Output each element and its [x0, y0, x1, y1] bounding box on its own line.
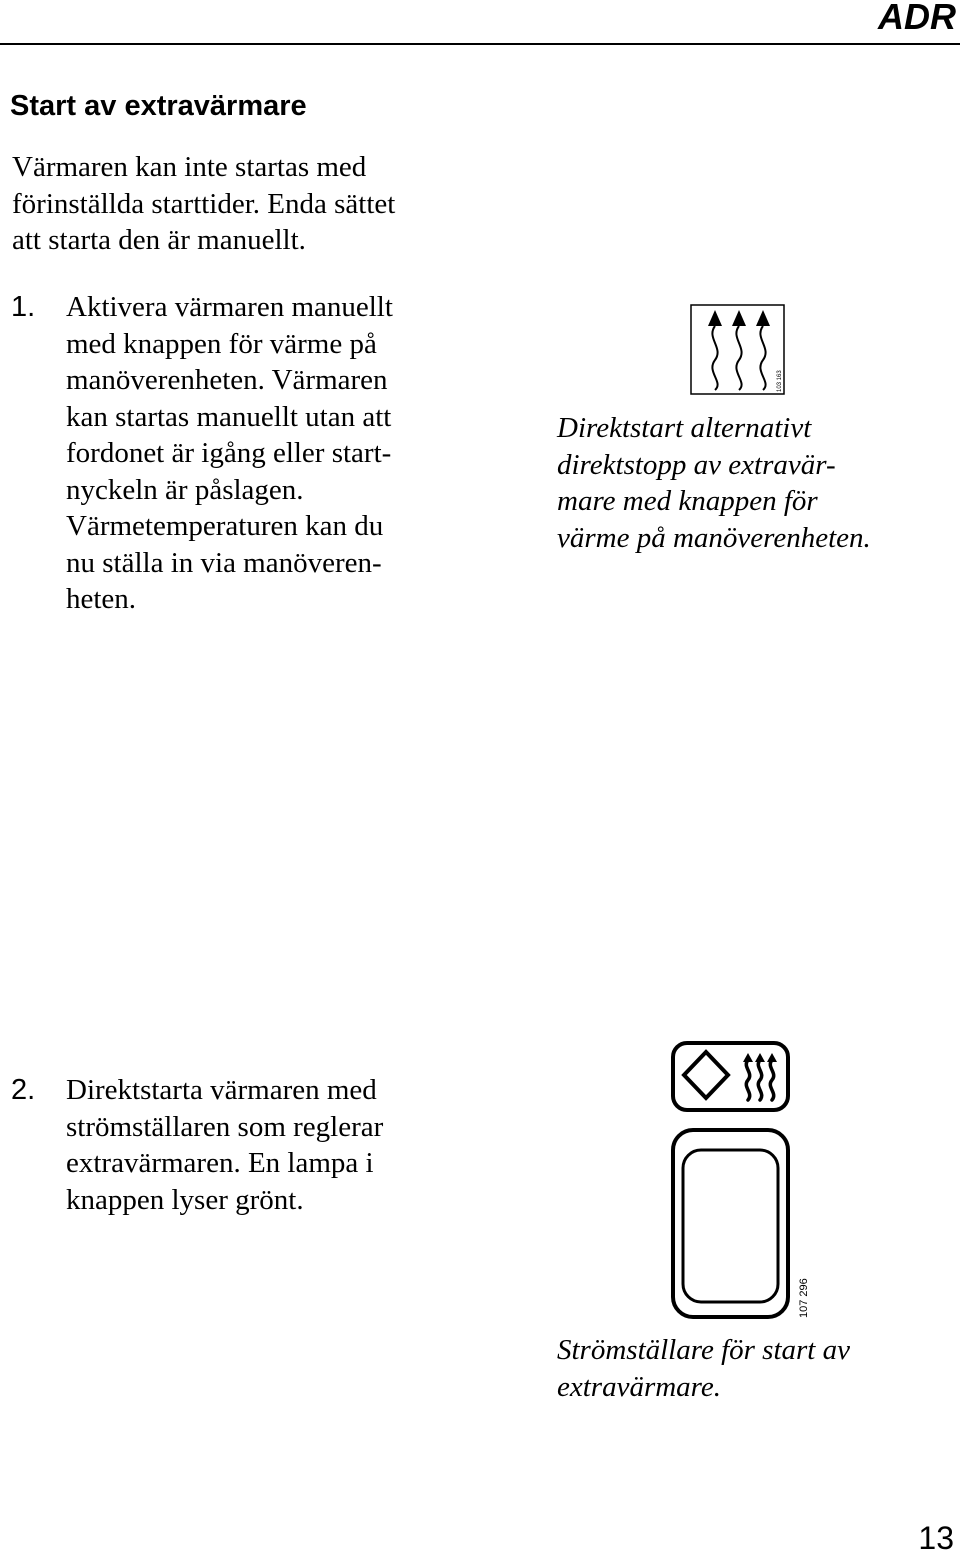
figure-2-caption: [557, 1332, 850, 1405]
intro-paragraph: [12, 149, 482, 259]
figure-2-code: 107 296: [798, 1278, 810, 1318]
caption-line: Strömställare för start av: [557, 1334, 850, 1366]
step-number-2: 2.: [11, 1074, 36, 1106]
step-line: Direktstarta värmaren med: [66, 1074, 377, 1106]
step-line: nu ställa in via manöveren-: [66, 546, 382, 579]
step-line: knappen lyser grönt.: [66, 1183, 304, 1216]
section-title: Start av extravärmare: [10, 90, 307, 122]
intro-line: Värmaren kan inte startas med: [12, 151, 367, 183]
heater-switch-figure: [670, 1040, 820, 1325]
step-line: extravärmaren. En lampa i: [66, 1147, 374, 1179]
step-line: manöverenheten. Värmaren: [66, 364, 388, 396]
step-line: nyckeln är påslagen.: [66, 473, 304, 506]
intro-line: förinställda starttider. Enda sättet: [12, 187, 396, 220]
caption-line: direktstopp av extravär-: [557, 448, 836, 481]
figure-1-code: 103 163: [777, 370, 783, 392]
step-2-text: [66, 1072, 466, 1218]
step-line: fordonet är igång eller start-: [66, 437, 392, 469]
page-number: 13: [918, 1520, 954, 1556]
step-line: med knappen för värme på: [66, 327, 377, 360]
caption-line: mare med knappen för: [557, 485, 818, 517]
caption-line: Direktstart alternativt: [557, 412, 812, 444]
step-line: Värmetemperaturen kan du: [66, 510, 384, 542]
step-number-1: 1.: [11, 291, 36, 323]
caption-line: värme på manöverenheten.: [557, 521, 871, 554]
step-line: strömställaren som reglerar: [66, 1110, 384, 1143]
intro-line: att starta den är manuellt.: [12, 224, 306, 256]
heat-waves-icon: [690, 304, 786, 396]
figure-1-caption: [557, 410, 871, 556]
caption-line: extravärmare.: [557, 1370, 722, 1403]
step-1-text: [66, 289, 466, 618]
header-tag: ADR: [878, 0, 956, 37]
header-rule: [0, 43, 960, 45]
step-line: heten.: [66, 583, 137, 615]
heat-symbol-figure: [690, 304, 786, 396]
step-line: kan startas manuellt utan att: [66, 400, 392, 433]
step-line: Aktivera värmaren manuellt: [66, 291, 393, 323]
